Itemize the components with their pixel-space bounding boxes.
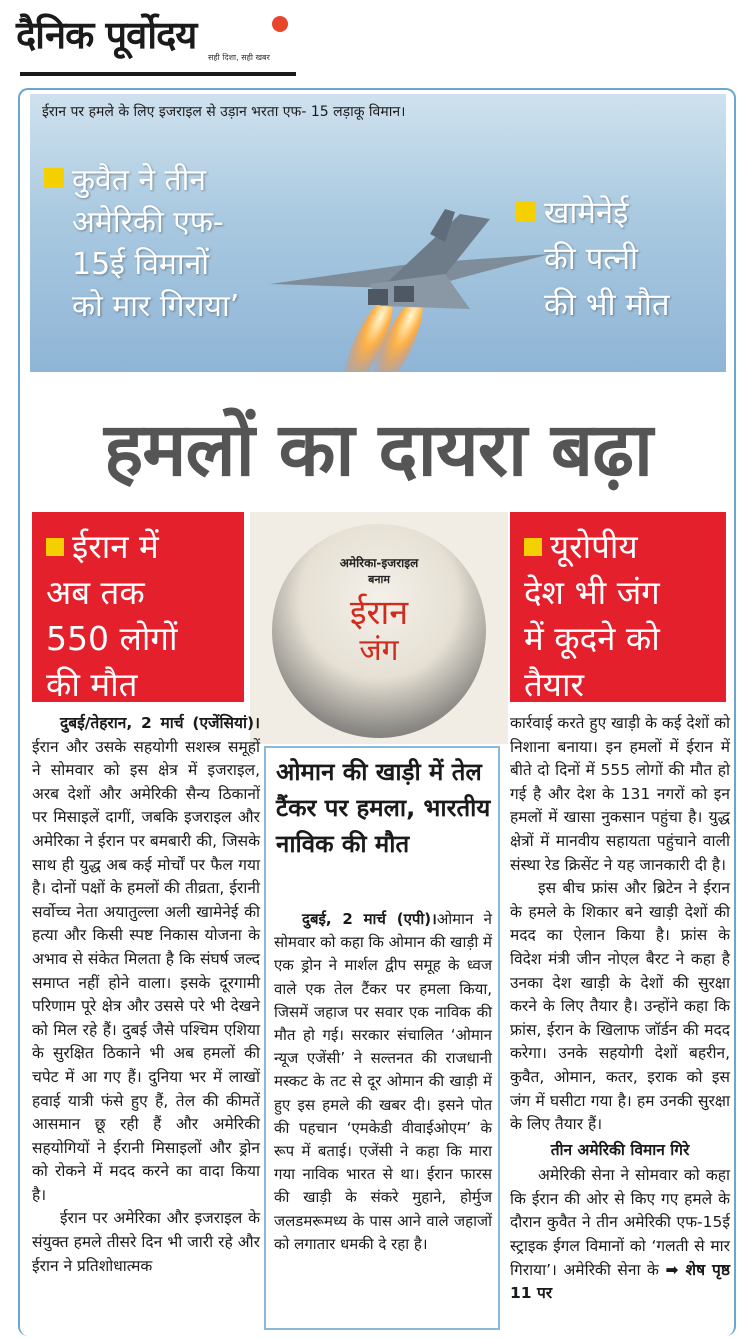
bullet-icon	[524, 538, 542, 556]
red-callout-left: ईरान में अब तक 550 लोगों की मौत	[32, 512, 244, 702]
war-badge	[272, 524, 486, 738]
article-column-3: कार्रवाई करते हुए खाड़ी के कई देशों को निशाना बनाया। इन हमलों में ईरान में बीते दो दिनों में 555 लोगों की मौत हो गई है और देश के 131 नगरों को इन हमलों में खासा नुकसान पहुंचा है। युद्ध क्षेत्रों में मानवीय सहायता पहुंचाने वाली संस्था रेड क्रिसेंट ने यह जानकारी दी है। इस बीच फ्रांस और ब्रिटेन ने ईरान के हमले के शिकार बने खाड़ी देशों की मदद का ऐलान किया है। फ्रांस के विदेश मंत्री जीन नोएल बैरट ने कहा है उनका देश खाड़ी के देशों की सुरक्षा करने के लिए तैयार है। उन्होंने कहा कि फ्रांस, ईरान के खिलाफ जॉर्डन की मदद करेगा। उनके सहयोगी देशों बहरीन, कुवैत, ओमान, कतर, इराक को इस जंग में घसीटा गया है। हम उनकी सुरक्षा के लिए तैयार हैं। तीन अमेरिकी विमान गिरे अमेरिकी सेना ने सोमवार को कहा कि ईरान की ओर से किए गए हमले के दौरान कुवैत ने तीन अमेरिकी एफ-15ई स्ट्राइक ईगल विमानों को ‘गलती से मार गिराया’। अमेरिकी सेना के ➡ शेष पृष्ठ 11 पर	[510, 714, 730, 1303]
sidebar-story-body: दुबई, 2 मार्च (एपी)।ओमान ने सोमवार को कहा कि ओमान की खाड़ी में एक ड्रोन ने मार्शल द्वीप समूह के ध्वज वाले एक तेल टैंकर पर हमला किया, जिसमें जहाज पर सवार एक नाविक की मौत हो गई। सरकार संचालित ‘ओमान न्यूज एजेंसी’ ने सल्तनत की राजधानी मस्कट के तट से दूर ओमान की खाड़ी में हुए इस हमले की खबर दी। इसने पोत की पहचान ‘एमकेडी वीवाईओएम’ के रूप में बताई। एजेंसी ने कहा कि मारा गया नाविक भारत से था। ईरान फारस की खाड़ी के संकरे मुहाने, होर्मुज जलडमरूमध्य के पास आने वाले जहाजों को लगातार धमकी दे रहा है।	[274, 910, 492, 1253]
newspaper-logo: दैनिक पूर्वोदय	[16, 12, 197, 57]
bullet-icon	[46, 538, 64, 556]
masthead	[10, 6, 310, 72]
hero-photo	[30, 94, 726, 372]
sidebar-story-headline: ओमान की खाड़ी में तेल टैंकर पर हमला, भारतीय नाविक की मौत	[276, 758, 491, 858]
article-column-1: दुबई/तेहरान, 2 मार्च (एजेंसियां)। ईरान और उसके सहयोगी सशस्त्र समूहों ने सोमवार को इस क्षेत्र में इजराइल, अरब देशों और अमेरिकी सैन्य ठिकानों पर मिसाइलें दागीं, जबकि इजराइल और अमेरिका ने ईरान पर बमबारी की, जिसके साथ ही युद्ध अब कई मोर्चों पर फैल गया है। दोनों पक्षों के हमलों की तीव्रता, ईरानी सर्वोच्च नेता अयातुल्ला अली खामेनेई की हत्या और किसी स्पष्ट निकास योजना के अभाव से संकेत मिलता है कि संघर्ष जल्द समाप्त नहीं होने वाला। इसके दूरगामी परिणाम पूरे क्षेत्र और उससे परे भी देखने को मिल रहे हैं। दुबई जैसे पश्चिम एशिया के सुरक्षित ठिकाने भी अब हमलों की चपेट में आ गए हैं। दुनिया भर में लाखों हवाई यात्री फंसे हुए हैं, तेल की कीमतें आसमान छू रही हैं और अमेरिकी सहयोगियों ने ईरानी मिसाइलों और ड्रोन को रोकने में मदद करने का वादा किया है। ईरान पर अमेरिका और इजराइल के संयुक्त हमले तीसरे दिन भी जारी रहे और ईरान ने प्रतिशोधात्मक	[32, 714, 260, 1275]
red-callout-right: यूरोपीय देश भी जंग में कूदने को तैयार	[510, 512, 726, 702]
logo-dot-icon	[272, 16, 288, 32]
masthead-rule	[20, 72, 296, 76]
dateline: दुबई/तेहरान, 2 मार्च (एजेंसियां)।	[60, 714, 260, 732]
main-headline: हमलों का दायरा बढ़ा	[103, 407, 653, 493]
badge-line4: जंग	[359, 633, 399, 668]
bullet-icon	[44, 168, 64, 188]
fighter-jet-icon	[260, 194, 560, 372]
newspaper-tagline: सही दिशा, सही खबर	[208, 53, 270, 62]
hero-left-callout: कुवैत ने तीन अमेरिकी एफ- 15ई विमानों को मार गिराया’	[44, 160, 239, 328]
sidebar-dateline: दुबई, 2 मार्च (एपी)।	[302, 910, 437, 928]
subheading: तीन अमेरिकी विमान गिरे	[550, 1140, 690, 1159]
continued-on-page-link[interactable]: ➡ शेष पृष्ठ 11 पर	[510, 1260, 730, 1303]
bullet-icon	[516, 201, 536, 221]
photo-caption: ईरान पर हमले के लिए इजराइल से उड़ान भरता एफ- 15 लड़ाकू विमान।	[42, 104, 406, 120]
badge-line3: ईरान	[349, 593, 409, 633]
hero-right-callout: खामेनेई की पत्नी की भी मौत	[516, 190, 670, 328]
badge-line2: बनाम	[368, 573, 390, 586]
badge-line1: अमेरिका-इजराइल	[339, 556, 419, 570]
